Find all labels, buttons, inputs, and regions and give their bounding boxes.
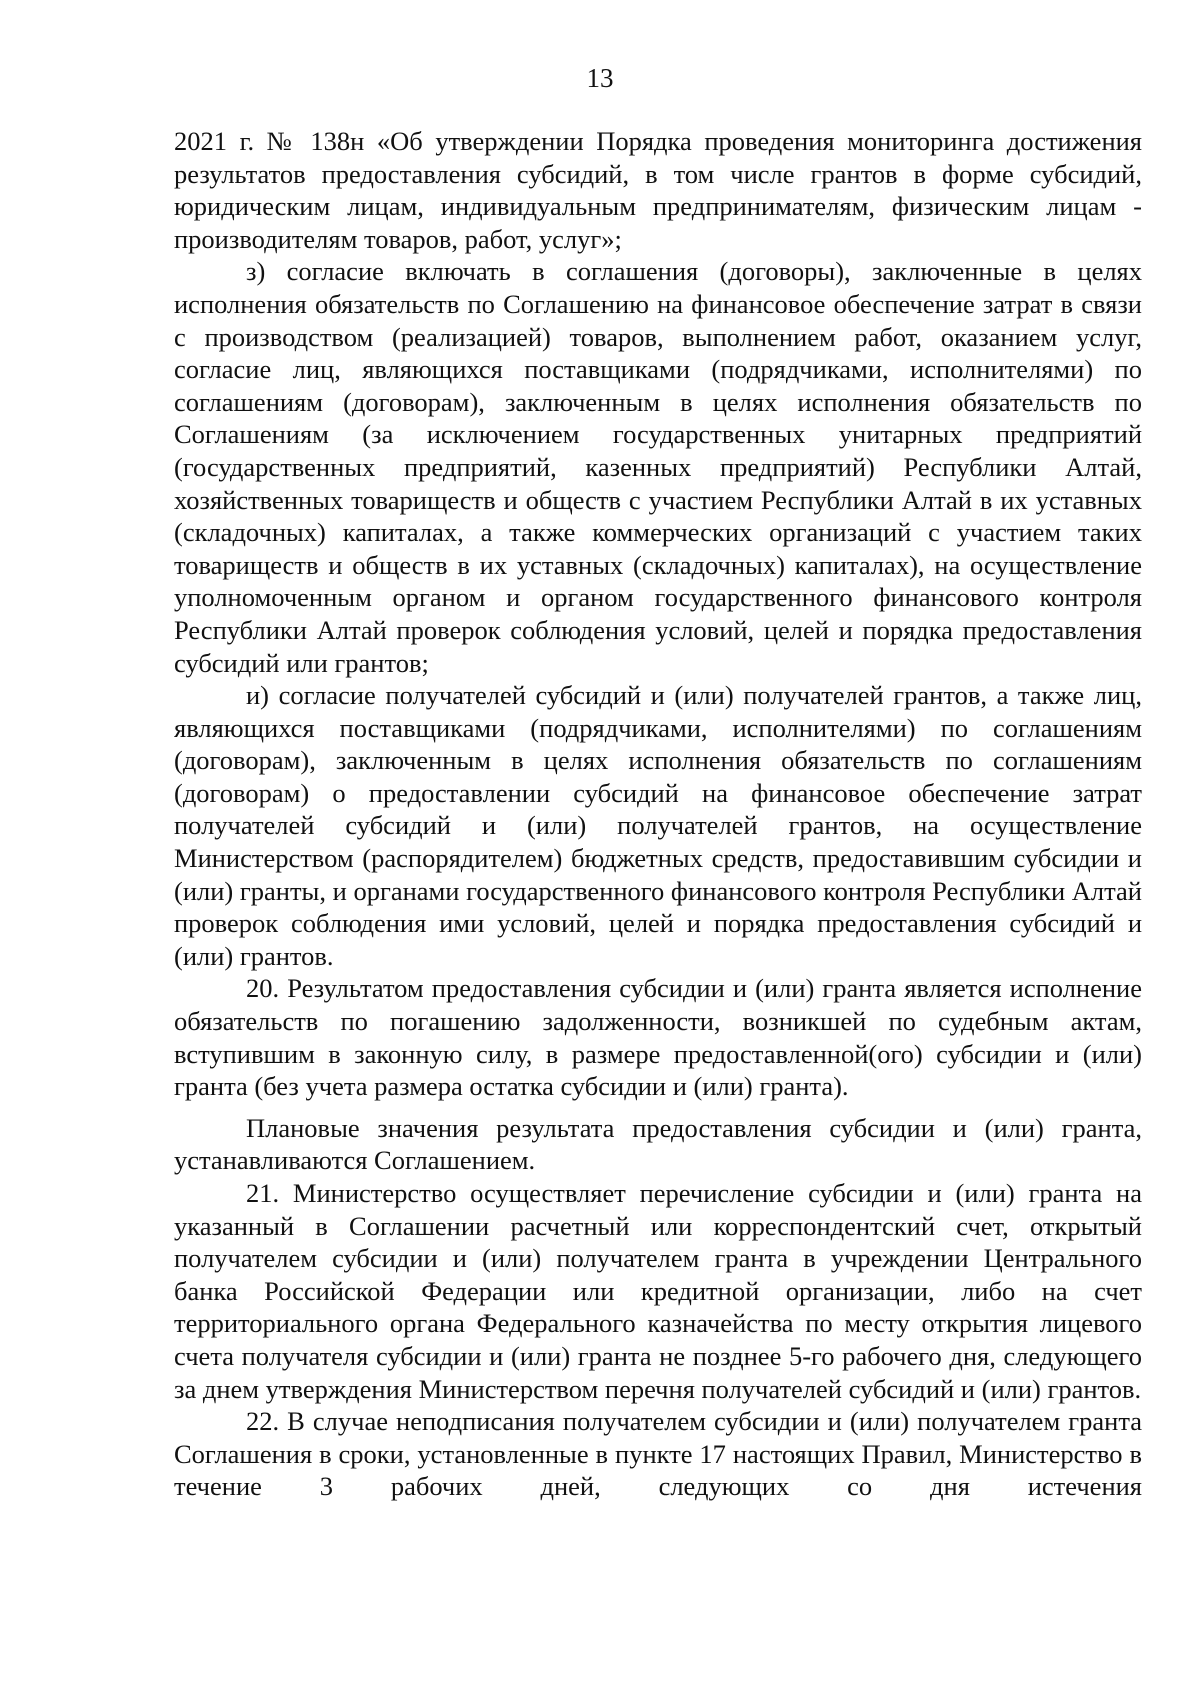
paragraph-planned-values: Плановые значения результата предоставления субсидии и (или) гранта, устанавливаются Соглашением. <box>174 1112 1142 1176</box>
paragraph-continuation: 2021 г. № 138н «Об утверждении Порядка проведения мониторинга достижения результатов предоставления субсидий, в том числе грантов в форме субсидий, юридическим лицам, индивидуальным предпринимателям, физическим лицам - производителям товаров, работ, услуг»; <box>174 126 1142 254</box>
paragraph-21: 21. Министерство осуществляет перечисление субсидии и (или) гранта на указанный в Соглашении расчетный или корреспондентский счет, открытый получателем субсидии и (или) получателем гранта в учреждении Центрального банка Российской Федерации или кредитной организации, либо на счет территориального органа Федерального казначейства по месту открытия лицевого счета получателя субсидии и (или) гранта не позднее 5-го рабочего дня, следующего за днем утверждения Министерством перечня получателей субсидий и (или) грантов. <box>174 1178 1142 1404</box>
paragraph-item-z: з) согласие включать в соглашения (договоры), заключенные в целях исполнения обязательств по Соглашению на финансовое обеспечение затрат в связи с производством (реализацией) товаров, выполнением работ, оказанием услуг, согласие лиц, являющихся поставщиками (подрядчиками, исполнителями) по соглашениям (договорам), заключенным в целях исполнения обязательств по Соглашениям (за исключением государственных унитарных предприятий (государственных предприятий, казенных предприятий) Республики Алтай, хозяйственных товариществ и обществ с участием Республики Алтай в их уставных (складочных) капиталах, а также коммерческих организаций с участием таких товариществ и обществ в их уставных (складочных) капиталах), на осуществление уполномоченным органом и органом государственного финансового контроля Республики Алтай проверок соблюдения условий, целей и порядка предоставления субсидий или грантов; <box>174 256 1142 678</box>
page-number: 13 <box>586 63 614 93</box>
paragraph-20: 20. Результатом предоставления субсидии и (или) гранта является исполнение обязательств по погашению задолженности, возникшей по судебным актам, вступившим в законную силу, в размере предоставленной(ого) субсидии и (или) гранта (без учета размера остатка субсидии и (или) гранта). <box>174 973 1142 1102</box>
paragraph-22: 22. В случае неподписания получателем субсидии и (или) получателем гранта Соглашения в сроки, установленные в пункте 17 настоящих Правил, Министерство в течение 3 рабочих дней, следующих со дня истечения <box>174 1406 1142 1502</box>
paragraph-item-i: и) согласие получателей субсидий и (или) получателей грантов, а также лиц, являющихся поставщиками (подрядчиками, исполнителями) по соглашениям (договорам), заключенным в целях исполнения обязательств по соглашениям (договорам) о предоставлении субсидий на финансовое обеспечение затрат получателей субсидий и (или) получателей грантов, на осуществление Министерством (распорядителем) бюджетных средств, предоставившим субсидии и (или) гранты, и органами государственного финансового контроля Республики Алтай проверок соблюдения ими условий, целей и порядка предоставления субсидий и (или) грантов. <box>174 680 1142 971</box>
document-body <box>174 125 1142 1503</box>
